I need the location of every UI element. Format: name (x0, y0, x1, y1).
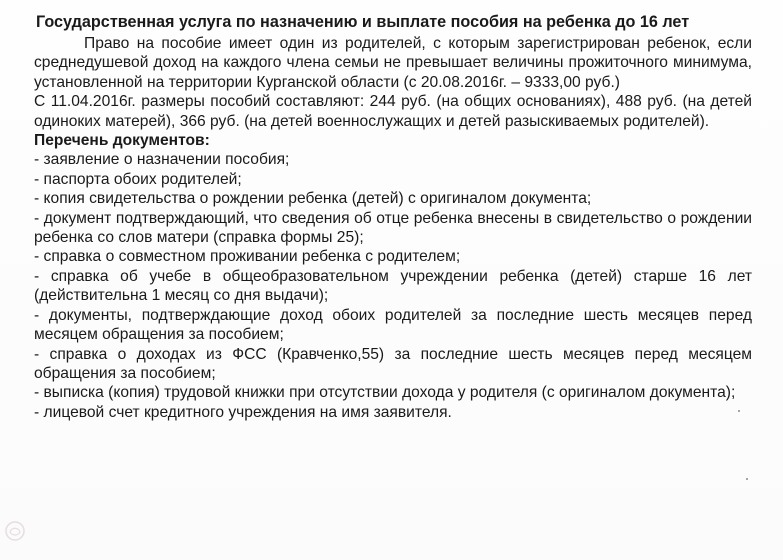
documents-list (34, 150, 752, 422)
list-item: - заявление о назначении пособия; (34, 151, 290, 169)
documents-list-title: Перечень документов: (34, 132, 210, 150)
scan-speck (738, 410, 740, 412)
list-item: - справка о совместном проживании ребенка с родителем; (34, 248, 461, 266)
list-item: - документы, подтверждающие доход обоих родителей за последние шесть месяцев перед месяцем обращения за пособием; (34, 306, 752, 344)
benefit-amounts-paragraph: С 11.04.2016г. размеры пособий составляют: 244 руб. (на общих основаниях), 488 руб. (на детей одиноких матерей), 366 руб. (на детей военнослужащих и детей разыскиваемых родителей). (34, 93, 752, 130)
document-body (34, 12, 752, 422)
scan-speck (746, 478, 748, 480)
eligibility-paragraph: Право на пособие имеет один из родителей, с которым зарегистрирован ребенок, если среднедушевой доход на каждого члена семьи не превышает величины прожиточного минимума, установленной на территории Курганской области (с 20.08.2016г. – 9333,00 руб.) (34, 35, 752, 91)
document-title: Государственная услуга по назначению и выплате пособия на ребенка до 16 лет (36, 13, 690, 31)
list-item: - лицевой счет кредитного учреждения на имя заявителя. (34, 403, 452, 421)
list-item: - выписка (копия) трудовой книжки при отсутствии дохода у родителя (с оригиналом документа); (34, 384, 736, 402)
list-item: - справка об учебе в общеобразовательном учреждении ребенка (детей) старше 16 лет (действительна 1 месяц со дня выдачи); (34, 267, 752, 305)
list-item: - копия свидетельства о рождении ребенка (детей) с оригиналом документа; (34, 190, 592, 208)
list-item: - справка о доходах из ФСС (Кравченко,55) за последние шесть месяцев перед месяцем обращения за пособием; (34, 345, 752, 382)
list-item: - документ подтверждающий, что сведения об отце ребенка внесены в свидетельство о рождении ребенка со слов матери (справка формы 25); (34, 209, 752, 247)
list-item: - паспорта обоих родителей; (34, 170, 242, 188)
watermark-logo-icon (4, 520, 26, 542)
